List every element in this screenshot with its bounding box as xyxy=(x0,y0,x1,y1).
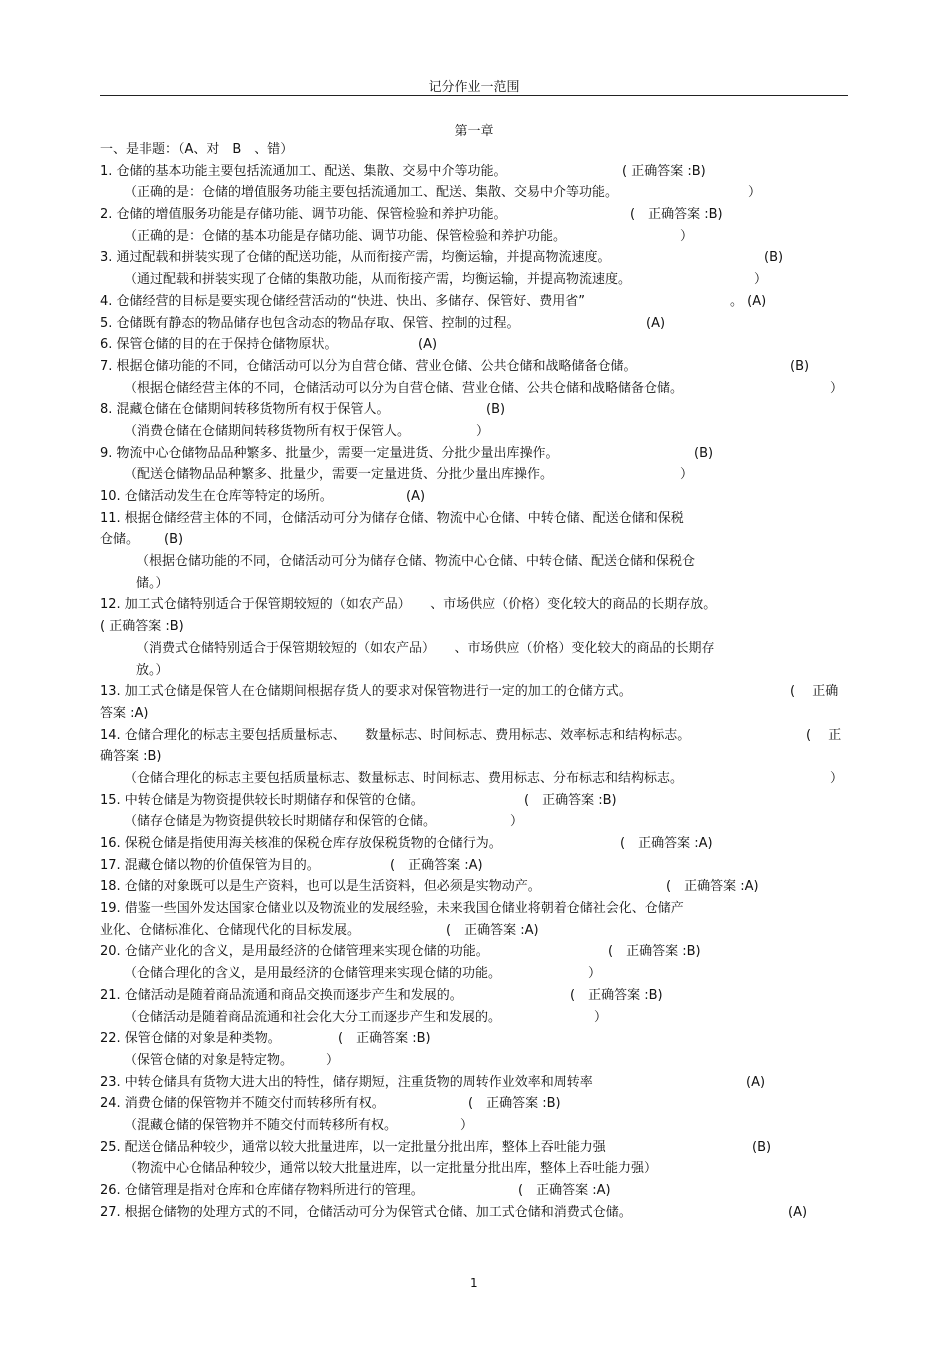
answer-text: ） xyxy=(748,185,762,201)
line-text: 18. 仓储的对象既可以是生产资料，也可以是生活资料，但必须是实物动产。 xyxy=(100,879,541,895)
correction-line xyxy=(100,378,850,400)
line-text: （仓储合理化的标志主要包括质量标志、数量标志、时间标志、费用标志、分布标志和结构标志。 xyxy=(124,770,684,786)
correction-line xyxy=(100,660,850,682)
answer-text: ） xyxy=(588,966,602,982)
answer-text: (B) xyxy=(752,1139,772,1155)
line-text: 7. 根据仓储功能的不同，仓储活动可以分为自营仓储、营业仓储、公共仓储和战略储备仓储。 xyxy=(100,358,637,374)
answer-text: ( 正确答案 :A) xyxy=(446,922,539,938)
question-line xyxy=(100,291,850,313)
correction-line xyxy=(100,551,850,573)
question-line xyxy=(100,855,850,877)
line-text: 确答案 :B) xyxy=(100,749,162,765)
answer-text: ） xyxy=(680,228,694,244)
correction-line xyxy=(100,421,850,443)
question-line xyxy=(100,486,850,508)
line-text: 24. 消费仓储的保管物并不随交付而转移所有权。 xyxy=(100,1096,385,1112)
answer-text: ( 正确答案 :A) xyxy=(390,857,483,873)
question-line xyxy=(100,1072,850,1094)
line-text: （消费仓储在仓储期间转移货物所有权于保管人。 xyxy=(124,423,411,439)
line-text: 答案 :A) xyxy=(100,705,149,721)
line-text: 5. 仓储既有静态的物品储存也包含动态的物品存取、保管、控制的过程。 xyxy=(100,315,520,331)
line-text: （仓储合理化的含义，是用最经济的仓储管理来实现仓储的功能。 xyxy=(124,966,502,982)
line-text: 22. 保管仓储的对象是种类物。 xyxy=(100,1031,281,1047)
answer-text: ） xyxy=(594,1009,608,1025)
answer-text: ( 正确答案 :B) xyxy=(570,987,663,1003)
line-text: 15. 中转仓储是为物资提供较长时期储存和保管的仓储。 xyxy=(100,792,424,808)
line-text: （物流中心仓储品种较少，通常以较大批量进库，以一定批量分批出库，整体上吞吐能力强） xyxy=(124,1161,658,1177)
answer-text: (A) xyxy=(646,315,666,331)
line-text: 12. 加工式仓储特别适合于保管期较短的（如农产品） 、市场供应（价格）变化较大的商品的长期存放。 xyxy=(100,597,717,613)
question-line xyxy=(100,681,850,703)
line-text: 25. 配送仓储品种较少，通常以较大批量进库，以一定批量分批出库，整体上吞吐能力强 xyxy=(100,1139,606,1155)
line-text: 16. 保税仓储是指使用海关核准的保税仓库存放保税货物的仓储行为。 xyxy=(100,836,502,851)
answer-text: ( 正确答案 :B) xyxy=(622,163,706,179)
line-text: （根据仓储经营主体的不同，仓储活动可以分为自营仓储、营业仓储、公共仓储和战略储备仓储。 xyxy=(124,380,684,396)
correction-line xyxy=(100,573,850,595)
line-text: （根据仓储功能的不同，仓储活动可分为储存仓储、物流中心仓储、中转仓储、配送仓储和保税仓 xyxy=(136,554,696,570)
question-line xyxy=(100,443,850,465)
correction-line xyxy=(100,182,850,204)
answer-text: ( 正确答案 :B) xyxy=(608,944,701,960)
line-text: 4. 仓储经营的目标是要实现仓储经营活动的“快进、快出、多储存、保管好、费用省” xyxy=(100,293,586,309)
question-line xyxy=(100,833,850,855)
question-line xyxy=(100,1137,850,1159)
answer-text: (A) xyxy=(418,337,438,353)
answer-text: ） xyxy=(476,423,490,439)
correction-line xyxy=(100,1158,850,1180)
section-title: 一、是非题：（A、对 B 、错） xyxy=(100,142,294,157)
correction-line xyxy=(100,1007,850,1029)
line-text: 27. 根据仓储物的处理方式的不同，仓储活动可分为保管式仓储、加工式仓储和消费式仓储。 xyxy=(100,1204,632,1220)
question-line xyxy=(100,508,850,530)
question-line xyxy=(100,725,850,747)
line-text: 20. 仓储产业化的含义，是用最经济的仓储管理来实现仓储的功能。 xyxy=(100,944,489,960)
line-text: 19. 借鉴一些国外发达国家仓储业以及物流业的发展经验，未来我国仓储业将朝着仓储社会化、仓储产 xyxy=(100,901,684,917)
answer-text: (A) xyxy=(746,1074,766,1090)
question-line xyxy=(100,594,850,616)
line-text: 14. 仓储合理化的标志主要包括质量标志、 数量标志、时间标志、费用标志、效率标志和结构标志。 xyxy=(100,727,691,743)
line-text: 业化、仓储标准化、仓储现代化的目标发展。 xyxy=(100,922,361,938)
correction-line xyxy=(100,638,850,660)
line-text: （通过配载和拼装实现了仓储的集散功能，从而衔接产需，均衡运输，并提高物流速度。 xyxy=(124,272,632,288)
line-text: （消费式仓储特别适合于保管期较短的（如农产品） 、市场供应（价格）变化较大的商品的长期存 xyxy=(136,640,715,656)
correction-line xyxy=(100,963,850,985)
answer-text: ） xyxy=(326,1052,340,1068)
answer-text: (B) xyxy=(164,532,184,548)
correction-line xyxy=(100,1050,850,1072)
line-text: 23. 中转仓储具有货物大进大出的特性，储存期短，注重货物的周转作业效率和周转率 xyxy=(100,1074,593,1090)
line-text: 仓储。 xyxy=(100,532,140,548)
question-line xyxy=(100,616,850,638)
line-text: （仓储活动是随着商品流通和社会化大分工而逐步产生和发展的。 xyxy=(124,1009,502,1025)
answer-text: ） xyxy=(680,467,694,483)
question-line xyxy=(100,204,850,226)
correction-line xyxy=(100,226,850,248)
line-text: （正确的是：仓储的增值服务功能主要包括流通加工、配送、集散、交易中介等功能。 xyxy=(124,185,619,201)
answer-text: (A) xyxy=(406,489,426,504)
answer-text: ( 正确答案 :A) xyxy=(518,1183,611,1198)
correction-line xyxy=(100,269,850,291)
correction-line xyxy=(100,464,850,486)
answer-text: (B) xyxy=(694,445,714,461)
header-rule xyxy=(100,95,848,96)
line-text: （保管仓储的对象是特定物。 xyxy=(124,1052,294,1068)
answer-text: ( 正确答案 :B) xyxy=(630,207,723,223)
question-line xyxy=(100,920,850,942)
line-text: 8. 混藏仓储在仓储期间转移货物所有权于保管人。 xyxy=(100,402,390,418)
answer-text: (B) xyxy=(764,250,784,266)
question-line xyxy=(100,746,850,768)
question-line xyxy=(100,1202,850,1224)
line-text: 10. 仓储活动发生在仓库等特定的场所。 xyxy=(100,489,333,504)
question-line xyxy=(100,790,850,812)
question-line xyxy=(100,356,850,378)
answer-text: 。 (A) xyxy=(730,293,767,309)
line-text: 17. 混藏仓储以物的价值保管为目的。 xyxy=(100,857,320,873)
question-line xyxy=(100,1180,850,1202)
line-text: 11. 根据仓储经营主体的不同，仓储活动可分为储存仓储、物流中心仓储、中转仓储、配送仓储和保税 xyxy=(100,510,684,526)
line-text: 放。） xyxy=(136,662,169,678)
question-line xyxy=(100,334,850,356)
line-text: 2. 仓储的增值服务功能是存储功能、调节功能、保管检验和养护功能。 xyxy=(100,207,507,223)
line-text: ( 正确答案 :B) xyxy=(100,619,184,635)
question-line xyxy=(100,1028,850,1050)
question-line xyxy=(100,985,850,1007)
line-text: （配送仓储物品品种繁多、批量少，需要一定量进货、分批少量出库操作。 xyxy=(124,467,554,483)
question-line xyxy=(100,247,850,269)
answer-text: (B) xyxy=(790,358,810,374)
line-text: 3. 通过配载和拼装实现了仓储的配送功能，从而衔接产需，均衡运输，并提高物流速度。 xyxy=(100,250,611,266)
question-line xyxy=(100,161,850,183)
line-text: 26. 仓储管理是指对仓库和仓库储存物料所进行的管理。 xyxy=(100,1183,424,1198)
question-line xyxy=(100,399,850,421)
answer-text: ( 正确答案 :B) xyxy=(468,1096,561,1112)
answer-text: ( 正确答案 :B) xyxy=(524,792,617,808)
answer-text: ） xyxy=(460,1117,474,1133)
answer-text: ( 正确答案 :A) xyxy=(666,879,759,895)
correction-line xyxy=(100,1115,850,1137)
answer-text: ( 正确答案 :A) xyxy=(620,836,713,851)
question-line xyxy=(100,1093,850,1115)
line-text: （正确的是：仓储的基本功能是存储功能、调节功能、保管检验和养护功能。 xyxy=(124,228,567,244)
question-line xyxy=(100,941,850,963)
question-line xyxy=(100,898,850,920)
correction-line xyxy=(100,768,850,790)
answer-text: ） xyxy=(830,770,844,786)
answer-text: ( 正确 xyxy=(790,684,839,700)
answer-text: ） xyxy=(510,814,524,830)
page-number: 1 xyxy=(470,1276,478,1290)
line-text: 1. 仓储的基本功能主要包括流通加工、配送、集散、交易中介等功能。 xyxy=(100,163,507,179)
line-text: 13. 加工式仓储是保管人在仓储期间根据存货人的要求对保管物进行一定的加工的仓储方式。 xyxy=(100,684,632,700)
line-text: 储。） xyxy=(136,575,169,591)
line-text: 9. 物流中心仓储物品品种繁多、批量少，需要一定量进货、分批少量出库操作。 xyxy=(100,445,559,461)
answer-text: ） xyxy=(830,380,844,396)
question-line xyxy=(100,703,850,725)
answer-text: (B) xyxy=(486,402,506,418)
line-text: （储存仓储是为物资提供较长时期储存和保管的仓储。 xyxy=(124,814,437,830)
correction-line xyxy=(100,811,850,833)
line-text: 21. 仓储活动是随着商品流通和商品交换而逐步产生和发展的。 xyxy=(100,987,463,1003)
page-header: 记分作业一范围 xyxy=(428,80,520,95)
question-line xyxy=(100,313,850,335)
question-line xyxy=(100,529,850,551)
line-text: 6. 保管仓储的目的在于保持仓储物原状。 xyxy=(100,337,338,353)
question-list xyxy=(100,139,850,1223)
question-line xyxy=(100,876,850,898)
answer-text: (A) xyxy=(788,1204,808,1220)
answer-text: ） xyxy=(754,272,768,288)
answer-text: ( 正确答案 :B) xyxy=(338,1031,431,1047)
chapter-title: 第一章 xyxy=(454,124,494,139)
answer-text: ( 正 xyxy=(806,727,842,743)
line-text: （混藏仓储的保管物并不随交付而转移所有权。 xyxy=(124,1117,398,1133)
